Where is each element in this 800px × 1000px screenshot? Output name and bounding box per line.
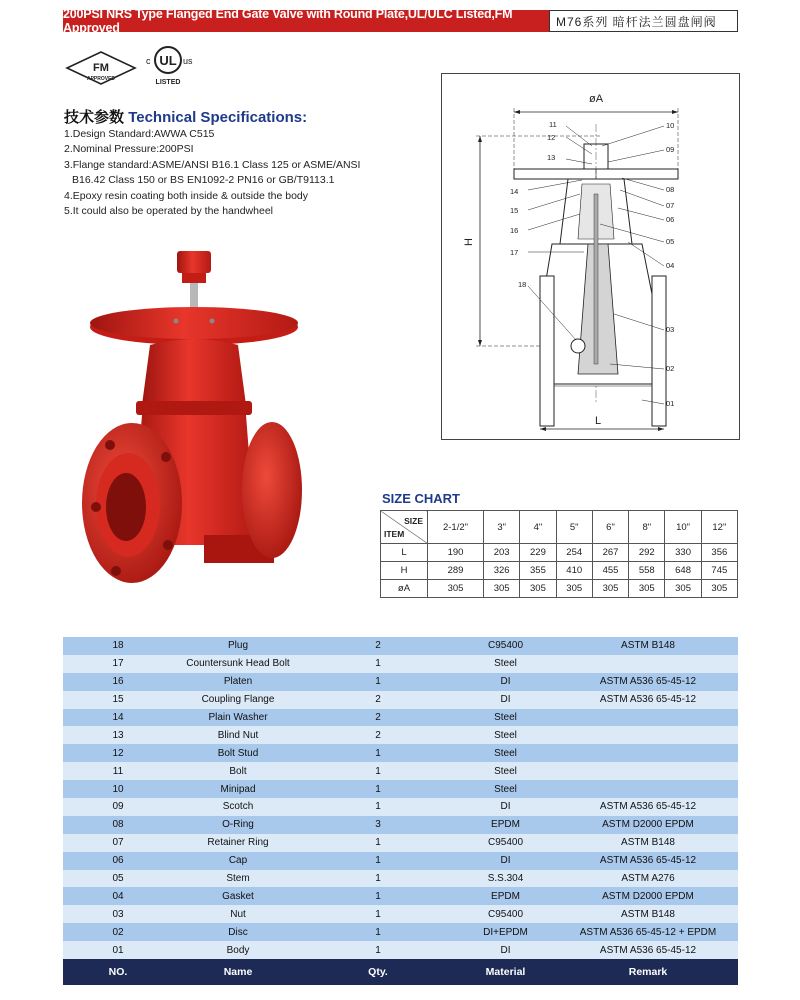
svg-text:LISTED: LISTED: [155, 79, 181, 86]
part-name: Bolt Stud: [173, 744, 303, 762]
part-material: DI: [453, 691, 558, 709]
part-qty: 2: [303, 637, 453, 655]
part-remark: [558, 762, 738, 780]
size-cell: 190: [428, 544, 484, 562]
part-remark: ASTM B148: [558, 637, 738, 655]
part-no: 02: [63, 923, 173, 941]
part-qty: 1: [303, 780, 453, 798]
spec-item: 2.Nominal Pressure:200PSI: [64, 143, 194, 156]
fm-approved-logo: [65, 50, 137, 86]
part-material: C95400: [453, 905, 558, 923]
callout-05: 05: [666, 237, 675, 246]
size-row-item: L: [381, 544, 428, 562]
part-remark: [558, 744, 738, 762]
part-material: Steel: [453, 709, 558, 727]
part-name: O-Ring: [173, 816, 303, 834]
header-title: 200PSI NRS Type Flanged End Gate Valve with Round Plate,UL/ULC Listed,FM Approved: [63, 10, 549, 32]
part-remark: ASTM A536 65-45-12: [558, 691, 738, 709]
size-col-header: 10": [665, 511, 701, 544]
part-material: DI: [453, 941, 558, 959]
model-label: M76系列 暗杆法兰圆盘闸阀: [549, 10, 738, 32]
part-name: Retainer Ring: [173, 834, 303, 852]
table-row: [63, 852, 738, 870]
size-cell: 330: [665, 544, 701, 562]
part-qty: 1: [303, 870, 453, 888]
part-remark: ASTM A536 65-45-12: [558, 798, 738, 816]
part-name: Body: [173, 941, 303, 959]
part-name: Plug: [173, 637, 303, 655]
part-qty: 1: [303, 834, 453, 852]
part-remark: [558, 726, 738, 744]
part-material: DI: [453, 673, 558, 691]
part-name: Stem: [173, 870, 303, 888]
part-qty: 1: [303, 655, 453, 673]
spec-item: 1.Design Standard:AWWA C515: [64, 128, 215, 140]
part-remark: ASTM B148: [558, 905, 738, 923]
part-qty: 1: [303, 905, 453, 923]
parts-column-header: Name: [173, 959, 303, 985]
table-row: [63, 691, 738, 709]
part-no: 14: [63, 709, 173, 727]
part-name: Cap: [173, 852, 303, 870]
part-material: EPDM: [453, 887, 558, 905]
callout-15: 15: [510, 206, 519, 215]
size-col-header: 6": [592, 511, 628, 544]
part-no: 18: [63, 637, 173, 655]
part-material: S.S.304: [453, 870, 558, 888]
part-name: Nut: [173, 905, 303, 923]
table-row: [63, 870, 738, 888]
part-no: 17: [63, 655, 173, 673]
part-no: 08: [63, 816, 173, 834]
callout-06: 06: [666, 215, 675, 224]
table-row: [63, 923, 738, 941]
dim-l-label: L: [594, 415, 602, 427]
size-cell: 355: [520, 562, 556, 580]
table-row: [63, 905, 738, 923]
part-material: Steel: [453, 655, 558, 673]
part-name: Scotch: [173, 798, 303, 816]
size-chart-header-row: [381, 511, 738, 544]
dim-h-label: H: [463, 238, 475, 246]
table-row: [63, 798, 738, 816]
part-no: 11: [63, 762, 173, 780]
svg-text:us: us: [183, 56, 193, 66]
part-qty: 3: [303, 816, 453, 834]
callout-07: 07: [666, 201, 675, 210]
part-material: DI: [453, 852, 558, 870]
part-remark: [558, 709, 738, 727]
table-row: [63, 941, 738, 959]
size-col-header: 12": [701, 511, 737, 544]
gate-valve-photo: [80, 245, 310, 600]
part-remark: ASTM A536 65-45-12: [558, 941, 738, 959]
size-cell: 558: [629, 562, 665, 580]
part-name: Platen: [173, 673, 303, 691]
size-col-header: 2-1/2": [428, 511, 484, 544]
part-no: 03: [63, 905, 173, 923]
callout-14: 14: [510, 187, 519, 196]
size-cell: 326: [484, 562, 520, 580]
size-cell: 305: [701, 580, 737, 598]
table-row: [63, 744, 738, 762]
part-qty: 1: [303, 673, 453, 691]
part-material: Steel: [453, 762, 558, 780]
part-no: 13: [63, 726, 173, 744]
size-cell: 203: [484, 544, 520, 562]
part-material: DI: [453, 798, 558, 816]
size-cell: 305: [484, 580, 520, 598]
size-cell: 254: [556, 544, 592, 562]
table-row: [63, 816, 738, 834]
part-remark: [558, 780, 738, 798]
callout-13: 13: [547, 153, 556, 162]
size-row-l: [381, 544, 738, 562]
header-banner: [63, 7, 738, 35]
part-material: Steel: [453, 726, 558, 744]
size-chart-title: SIZE CHART: [382, 491, 460, 506]
spec-title-en: Technical Specifications:: [128, 109, 308, 126]
size-col-header: 4": [520, 511, 556, 544]
callout-16: 16: [510, 226, 519, 235]
parts-column-header: Material: [453, 959, 558, 985]
table-row: [63, 655, 738, 673]
spec-title-cn: 技术参数: [64, 109, 125, 126]
corner-item-label: ITEM: [384, 529, 405, 539]
part-material: EPDM: [453, 816, 558, 834]
part-no: 15: [63, 691, 173, 709]
callout-09: 09: [666, 145, 675, 154]
part-remark: ASTM D2000 EPDM: [558, 816, 738, 834]
size-item-corner: [381, 511, 428, 544]
part-no: 07: [63, 834, 173, 852]
size-cell: 305: [520, 580, 556, 598]
part-no: 10: [63, 780, 173, 798]
corner-size-label: SIZE: [404, 516, 423, 526]
size-cell: 455: [592, 562, 628, 580]
table-row: [63, 637, 738, 655]
callout-03: 03: [666, 325, 675, 334]
fm-text: FM: [93, 62, 109, 74]
size-row-a: [381, 580, 738, 598]
callout-08: 08: [666, 185, 675, 194]
part-no: 05: [63, 870, 173, 888]
part-remark: ASTM A536 65-45-12 + EPDM: [558, 923, 738, 941]
parts-list-table: [63, 637, 738, 985]
part-qty: 1: [303, 923, 453, 941]
part-no: 06: [63, 852, 173, 870]
callout-10: 10: [666, 121, 675, 130]
part-qty: 1: [303, 941, 453, 959]
part-material: Steel: [453, 744, 558, 762]
parts-column-header: Qty.: [303, 959, 453, 985]
size-col-header: 5": [556, 511, 592, 544]
spec-title: [64, 106, 307, 127]
dim-a-label: øA: [588, 93, 604, 105]
table-row: [63, 887, 738, 905]
part-name: Plain Washer: [173, 709, 303, 727]
part-remark: ASTM D2000 EPDM: [558, 887, 738, 905]
table-row: [63, 762, 738, 780]
svg-text:c: c: [146, 56, 151, 66]
part-name: Blind Nut: [173, 726, 303, 744]
part-name: Disc: [173, 923, 303, 941]
part-qty: 2: [303, 709, 453, 727]
callout-01: 01: [666, 399, 675, 408]
part-remark: ASTM B148: [558, 834, 738, 852]
part-qty: 1: [303, 762, 453, 780]
callout-17: 17: [510, 248, 519, 257]
part-name: Coupling Flange: [173, 691, 303, 709]
size-chart-table: [380, 510, 738, 598]
parts-column-header: Remark: [558, 959, 738, 985]
callout-11: 11: [549, 120, 557, 129]
spec-item: 3.Flange standard:ASME/ANSI B16.1 Class 125 or ASME/ANSI: [64, 158, 361, 171]
part-name: Bolt: [173, 762, 303, 780]
callout-02: 02: [666, 364, 675, 373]
size-col-header: 3": [484, 511, 520, 544]
part-qty: 1: [303, 887, 453, 905]
size-cell: 305: [556, 580, 592, 598]
size-cell: 305: [665, 580, 701, 598]
size-cell: 305: [428, 580, 484, 598]
part-qty: 2: [303, 726, 453, 744]
spec-item: B16.42 Class 150 or BS EN1092-2 PN16 or GB/T9113.1: [72, 174, 335, 187]
size-cell: 305: [592, 580, 628, 598]
part-no: 01: [63, 941, 173, 959]
spec-item: 5.It could also be operated by the handwheel: [64, 205, 273, 218]
part-name: Countersunk Head Bolt: [173, 655, 303, 673]
table-row: [63, 834, 738, 852]
ul-listed-logo: [140, 42, 198, 88]
size-row-item: H: [381, 562, 428, 580]
table-row: [63, 673, 738, 691]
part-material: DI+EPDM: [453, 923, 558, 941]
parts-column-header: NO.: [63, 959, 173, 985]
part-remark: ASTM A276: [558, 870, 738, 888]
part-qty: 1: [303, 798, 453, 816]
part-remark: ASTM A536 65-45-12: [558, 852, 738, 870]
size-row-item: øA: [381, 580, 428, 598]
sectional-drawing: [441, 73, 740, 440]
svg-text:UL: UL: [159, 53, 177, 68]
part-no: 04: [63, 887, 173, 905]
size-cell: 356: [701, 544, 737, 562]
part-name: Gasket: [173, 887, 303, 905]
size-row-h: [381, 562, 738, 580]
part-qty: 1: [303, 852, 453, 870]
spec-list: [64, 127, 360, 219]
part-material: C95400: [453, 834, 558, 852]
size-cell: 745: [701, 562, 737, 580]
table-row: [63, 780, 738, 798]
callout-12: 12: [547, 133, 556, 142]
table-row: [63, 726, 738, 744]
part-no: 16: [63, 673, 173, 691]
parts-header-row: [63, 959, 738, 985]
size-cell: 229: [520, 544, 556, 562]
size-cell: 289: [428, 562, 484, 580]
part-no: 12: [63, 744, 173, 762]
size-cell: 305: [629, 580, 665, 598]
part-remark: ASTM A536 65-45-12: [558, 673, 738, 691]
fm-sub: APPROVED: [86, 76, 116, 82]
callout-18: 18: [518, 280, 527, 289]
table-row: [63, 709, 738, 727]
part-qty: 2: [303, 691, 453, 709]
part-material: C95400: [453, 637, 558, 655]
size-cell: 410: [556, 562, 592, 580]
size-cell: 267: [592, 544, 628, 562]
size-cell: 292: [629, 544, 665, 562]
part-remark: [558, 655, 738, 673]
spec-item: 4.Epoxy resin coating both inside & outside the body: [64, 189, 308, 202]
part-material: Steel: [453, 780, 558, 798]
size-cell: 648: [665, 562, 701, 580]
part-no: 09: [63, 798, 173, 816]
part-name: Minipad: [173, 780, 303, 798]
size-col-header: 8": [629, 511, 665, 544]
callout-04: 04: [666, 261, 675, 270]
part-qty: 1: [303, 744, 453, 762]
